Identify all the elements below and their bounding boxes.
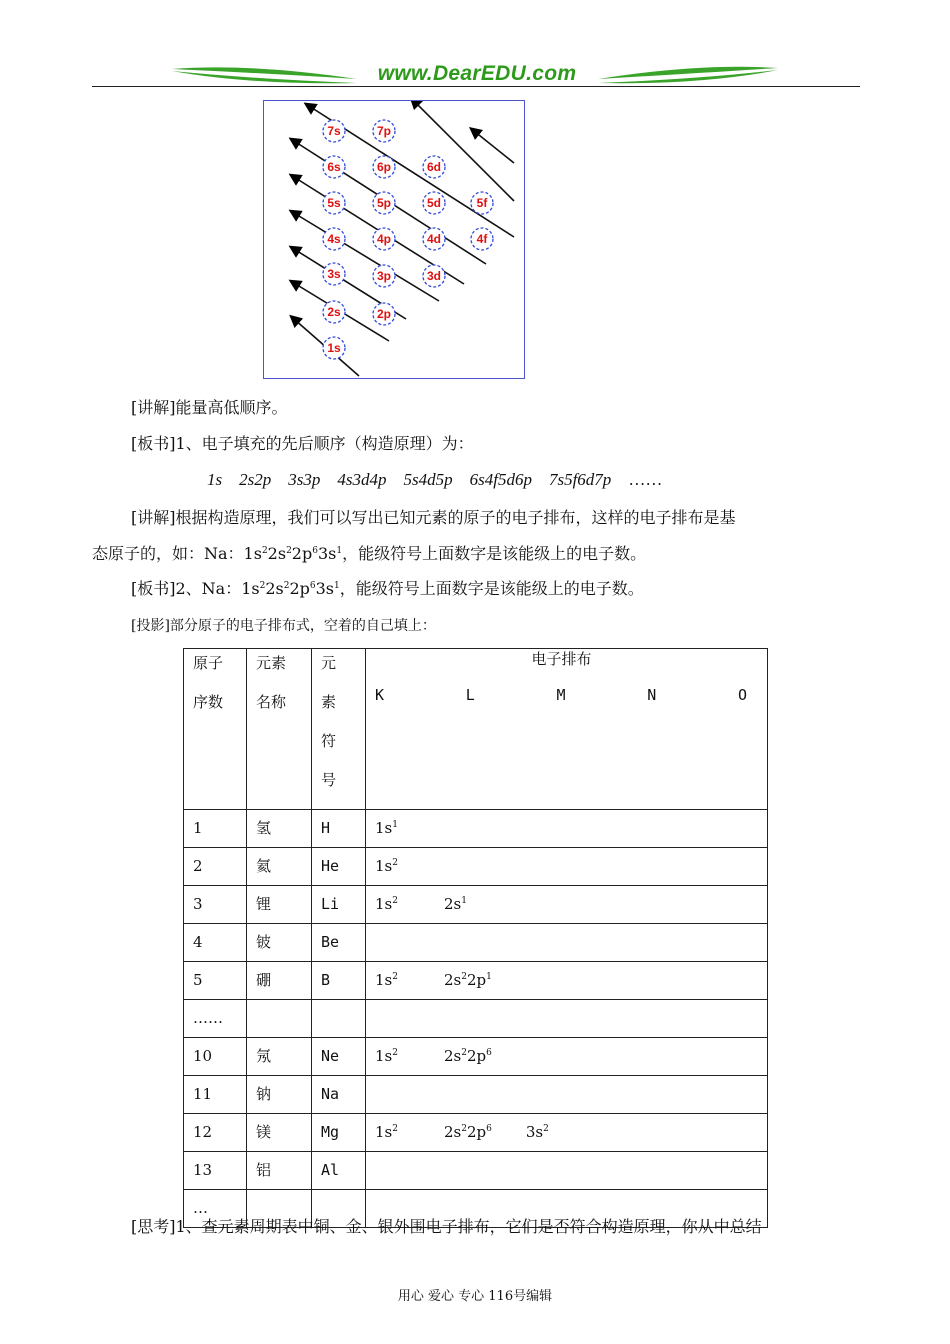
na-exp: 1 [336,546,343,556]
orbital-label: 5p [376,196,392,210]
sequence-group: 2s2p [239,470,272,489]
config-orbital: 3s [525,1123,544,1141]
cell-element-symbol: Al [312,1152,366,1190]
header-element-name [247,649,312,810]
shell-label: M [556,686,566,704]
orbital-filling-diagram [263,100,525,379]
config-exponent: 2 [461,1124,467,1134]
shell-label: N [647,686,657,704]
filling-arrow [294,213,442,301]
orbital-label: 5s [327,196,341,210]
table-row [184,924,768,962]
na-orbital: 2s [267,544,287,563]
cell-element-name: 铍 [247,924,312,962]
orbital-label: 5f [476,196,488,210]
config-exponent: 2 [392,972,398,982]
thinking-line: [思考]1、查元素周期表中铜、金、银外围电子排布，它们是否符合构造原理，你从中总结 [131,1217,762,1236]
header-text: 元素 [256,654,287,672]
cell-element-symbol: He [312,848,366,886]
cell-electron-config [366,886,768,924]
na-exp: 6 [312,546,318,556]
cell-electron-config [366,962,768,1000]
shell-label: O [737,686,747,704]
orbital-label: 2p [376,307,392,321]
electron-config-table [183,648,768,1228]
config-exponent: 6 [486,1124,492,1134]
config-exponent: 2 [461,972,467,982]
config-orbital: 1s [375,1047,393,1065]
orbital-label: 2s [327,305,341,319]
orbital-label: 1s [327,341,341,355]
na-exp: 2 [283,581,290,591]
config-orbital: 2p [466,971,487,989]
na-orbital: 3s [315,579,335,598]
na-orbital: 3s [317,544,337,563]
header-electron-config [366,649,768,810]
header-atomic-number [184,649,247,810]
orbital-label: 4p [376,232,392,246]
cell-atomic-number: 10 [184,1038,247,1076]
cell-element-name: 钠 [247,1076,312,1114]
config-exponent: 1 [461,896,467,906]
na-exp: 2 [259,581,266,591]
lecture-line-2a: [讲解]根据构造原理，我们可以写出已知元素的原子的电子排布，这样的电子排布是基 [131,508,736,527]
config-exponent: 2 [461,1048,467,1058]
config-exponent: 2 [392,858,398,868]
orbital-label: 3s [327,267,341,281]
header-text: 号 [321,771,337,789]
orbital-label: 6s [327,160,341,174]
page-footer: 用心 爱心 专心 116号编辑 [397,1289,553,1304]
filling-sequence [207,470,679,490]
shell-label: K [375,686,385,704]
config-exponent: 2 [543,1124,549,1134]
sequence-group: 5s4d5p [403,470,453,489]
na-orbital: 2p [289,579,310,598]
cell-electron-config [366,1076,768,1114]
config-orbital: 2p [466,1047,487,1065]
sequence-group: …… [628,470,663,489]
orbital-label: 4f [476,232,488,246]
config-exponent: 6 [486,1048,492,1058]
table-row [184,1038,768,1076]
cell-element-name: 硼 [247,962,312,1000]
table-row [184,962,768,1000]
config-orbital: 1s [375,819,393,837]
orbital-label: 3d [426,269,442,283]
table-row [184,848,768,886]
cell-element-name: 氢 [247,810,312,848]
header-element-symbol [312,649,366,810]
cell-atomic-number: 13 [184,1152,247,1190]
cell-element-name: 镁 [247,1114,312,1152]
cell-atomic-number: 1 [184,810,247,848]
cell-element-name: 氖 [247,1038,312,1076]
cell-element-name: 氦 [247,848,312,886]
cell-element-name: 铝 [247,1152,312,1190]
config-exponent: 2 [392,896,398,906]
cell-electron-config [366,848,768,886]
na-orbital: 2p [291,544,313,563]
cell-electron-config [366,1114,768,1152]
cell-electron-config [366,924,768,962]
sequence-group: 7s5f6d7p [548,470,612,489]
na-exp: 2 [261,546,268,556]
cell-element-symbol: Be [312,924,366,962]
orbital-label: 7s [327,124,341,138]
cell-atomic-number: 11 [184,1076,247,1114]
orbital-label: 6p [376,160,392,174]
config-orbital: 1s [375,971,393,989]
header-text: 序数 [193,693,224,711]
cell-atomic-number: 12 [184,1114,247,1152]
cell-electron-config [366,1000,768,1038]
config-exponent: 1 [392,820,398,830]
table-header-row [184,649,768,810]
projection-line: [投影]部分原子的电子排布式，空着的自己填上： [131,618,436,634]
header-logo: www.DearEDU.com [377,62,577,85]
na-config-prefix: [板书]2、Na：1s [131,579,260,598]
header-text: 元 [321,654,337,672]
config-exponent: 2 [392,1124,398,1134]
orbital-label: 4d [426,232,442,246]
cell-element-symbol: B [312,962,366,1000]
orbital-label: 5d [426,196,442,210]
cell-atomic-number: 4 [184,924,247,962]
na-exp: 1 [334,581,340,591]
cell-atomic-number: …… [184,1000,247,1038]
header-text: 名称 [256,693,287,711]
config-orbital: 2s [443,1047,462,1065]
table-row [184,1152,768,1190]
header-rule [92,86,860,87]
cell-atomic-number: 5 [184,962,247,1000]
table-row [184,810,768,848]
table-row [184,1076,768,1114]
cell-element-symbol: Ne [312,1038,366,1076]
sequence-group: 3s3p [288,470,321,489]
cell-element-symbol: Na [312,1076,366,1114]
board-line-1: [板书]1、电子填充的先后顺序（构造原理）为： [131,434,474,453]
na-config-prefix: 态原子的，如：Na：1s [92,544,262,563]
cell-atomic-number: 2 [184,848,247,886]
header-text: 电子排布 [531,650,592,668]
lecture-line-2b [92,544,646,564]
cell-element-symbol: H [312,810,366,848]
config-orbital: 1s [375,1123,393,1141]
config-orbital: 2p [466,1123,487,1141]
shell-labels [366,669,767,705]
orbital-label: 4s [327,232,341,246]
table-row [184,1000,768,1038]
table-row [184,1114,768,1152]
na-orbital: 2s [265,579,284,598]
board-line-2 [131,579,644,599]
config-orbital: 2s [443,1123,462,1141]
cell-element-name: 锂 [247,886,312,924]
config-orbital: 2s [443,895,462,913]
config-orbital: 1s [375,857,393,875]
lecture-line-1: [讲解]能量高低顺序。 [131,398,288,417]
header-text: 素 [321,693,337,711]
header-text: 原子 [193,654,224,672]
orbital-diagram-svg [264,101,524,378]
config-exponent: 2 [392,1048,398,1058]
na-exp: 2 [286,546,292,556]
cell-element-symbol [312,1000,366,1038]
cell-electron-config [366,1152,768,1190]
config-orbital: 1s [375,895,393,913]
na-exp: 6 [309,581,316,591]
cell-electron-config [366,1038,768,1076]
header-text: 符 [321,732,337,750]
sequence-group: 6s4f5d6p [469,470,532,489]
cell-atomic-number: 3 [184,886,247,924]
cell-element-name [247,1000,312,1038]
config-orbital: 2s [443,971,462,989]
shell-label: L [465,686,475,704]
cell-element-symbol: Li [312,886,366,924]
cell-atomic-number: … [184,1190,247,1228]
sequence-group: 1s [207,470,223,489]
cell-electron-config [366,810,768,848]
na-config-suffix: ，能级符号上面数字是该能级上的电子数。 [339,579,644,598]
filling-arrow [474,131,514,163]
na-config-suffix: ，能级符号上面数字是该能级上的电子数。 [342,544,647,563]
orbital-label: 6d [426,160,442,174]
cell-element-symbol: Mg [312,1114,366,1152]
orbital-label: 3p [376,269,392,283]
config-exponent: 1 [486,972,492,982]
sequence-group: 4s3d4p [337,470,387,489]
orbital-label: 7p [376,124,392,138]
table-row [184,886,768,924]
